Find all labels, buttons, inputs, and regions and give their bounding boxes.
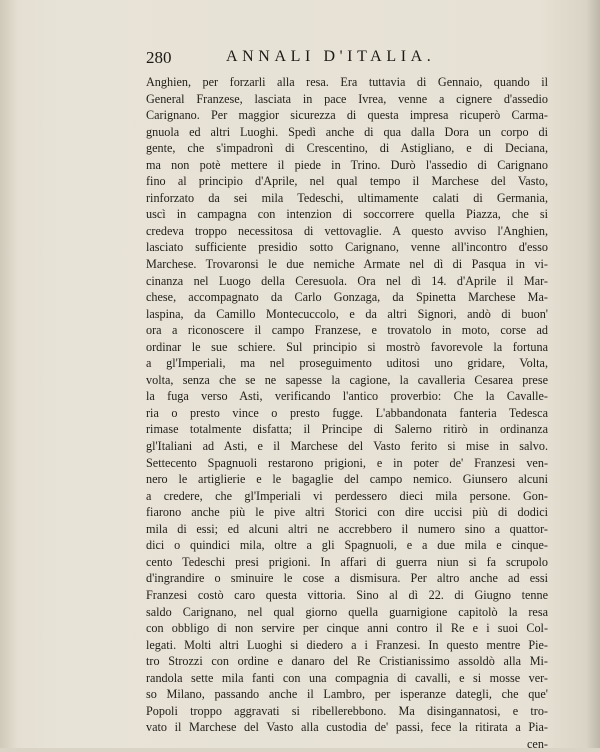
text-line: volta, senza che se ne sapesse la cagione, la cavalleria Cesarea prese <box>146 372 548 387</box>
text-line: Carignano. Per maggior sicurezza di questa impresa ricuperò Carma- <box>146 108 548 123</box>
text-line: chese, accompagnato da Carlo Gonzaga, da Spinetta Marchese Ma- <box>146 290 548 305</box>
text-line: a gl'Imperiali, ma nel proseguimento uditosi uno gridare, Volta, <box>146 356 548 371</box>
text-line: saldo Carignano, nel qual giorno quella guarnigione capitolò la resa <box>146 604 548 619</box>
text-line: laspina, da Camillo Montecuccolo, e da altri Signori, andò di buon' <box>146 306 548 321</box>
text-line: nero le artiglierie e le bagaglie del campo nemico. Giunsero alcuni <box>146 472 548 487</box>
text-line: Marchese. Trovaronsi le due nemiche Armate nel dì di Pasqua in vi- <box>146 257 548 272</box>
text-line: gl'Italiani ad Asti, e il Marchese del Vasto ferito si mise in salvo. <box>146 439 548 454</box>
text-line: vato il Marchese del Vasto alla custodia de' passi, fece la ritirata a Pia- <box>146 720 548 735</box>
text-line: legati. Molti altri Luoghi si diedero a i Franzesi. In questo mentre Pie- <box>146 637 548 652</box>
text-line: fino al principio d'Aprile, nel qual tempo il Marchese del Vasto, <box>146 174 548 189</box>
text-line: dici o quindici mila, oltre a gli Spagnuoli, e a due mila e cinque- <box>146 538 548 553</box>
page-number: 280 <box>146 48 172 67</box>
text-line: cen- <box>527 736 548 751</box>
text-line: Settecento Spagnuoli restarono prigioni, e in poter de' Franzesi ven- <box>146 455 548 470</box>
page-edge-shadow <box>586 0 600 748</box>
text-line: tro Strozzi con ordine e danaro del Re Cristianissimo assoldò alla Mi- <box>146 654 548 669</box>
text-line: credeva troppo necessitosa di vettovaglie. A questo avviso l'Anghien, <box>146 223 548 238</box>
text-line: mila di essi; ed alcuni altri ne accrebbero il numero sino a quattor- <box>146 521 548 536</box>
page-header <box>146 48 546 68</box>
text-line: a credere, che gl'Imperiali vi perdessero dieci mila persone. Gon- <box>146 488 548 503</box>
text-line: cento Tedeschi presi prigioni. In affari di guerra niun si fa scrupolo <box>146 554 548 569</box>
body-text <box>146 74 548 752</box>
text-line: General Franzese, lasciata in pace Ivrea, venne a cignere d'assedio <box>146 91 548 106</box>
text-line: randola sette mila fanti con una compagnia di cavalli, e si mosse ver- <box>146 670 548 685</box>
text-line: rimase totalmente disfatta; il Principe di Salerno ritirò in ordinanza <box>146 422 548 437</box>
text-line: ma non potè mettere il piede in Trino. Durò l'assedio di Carignano <box>146 157 548 172</box>
text-line: d'ingrandire o sminuire le cose a dismisura. Per altro anche ad essi <box>146 571 548 586</box>
text-line: so Milano, passando anche il Lambro, per isperanze dategli, che que' <box>146 687 548 702</box>
text-line: uscì in campagna con intenzion di soccorrere quella Piazza, che si <box>146 207 548 222</box>
text-line: la fuga verso Asti, verificando l'antico proverbio: Che la Cavalle- <box>146 389 548 404</box>
text-line: cinanza nel Luogo della Ceresuola. Ora nel dì 14. d'Aprile il Mar- <box>146 273 548 288</box>
text-line: fiarono anche più le pive altri Storici con dire uccisi più di dodici <box>146 505 548 520</box>
text-line: ordinar le sue schiere. Sul principio si mostrò favorevole la fortuna <box>146 339 548 354</box>
text-line: gnuola ed altri Luoghi. Spedì anche di qua dalla Dora un corpo di <box>146 124 548 139</box>
text-line: gente, che s'impadronì di Crescentino, di Astigliano, e di Deciana, <box>146 141 548 156</box>
text-line: ria o presto vince o presto fugge. L'abbandonata fanteria Tedesca <box>146 405 548 420</box>
text-line: Franzesi costò caro questa vittoria. Sino al dì 22. di Giugno tenne <box>146 587 548 602</box>
text-line: ora a riconoscere il campo Franzese, e trovatolo in moto, corse ad <box>146 323 548 338</box>
text-line: lasciato sufficiente presidio sotto Carignano, venne all'incontro d'esso <box>146 240 548 255</box>
text-line: Anghien, per forzarli alla resa. Era tuttavia di Gennaio, quando il <box>146 75 548 89</box>
text-line: con obbligo di non servire per cinque anni contro il Re e i suoi Col- <box>146 621 548 636</box>
text-line: Popoli troppo aggravati si ribellerebbono. Ma disingannatosi, e tro- <box>146 703 548 718</box>
text-line: rinforzato da sei mila Tedeschi, ultimamente calati di Germania, <box>146 190 548 205</box>
running-title: ANNALI D'ITALIA. <box>226 48 436 65</box>
